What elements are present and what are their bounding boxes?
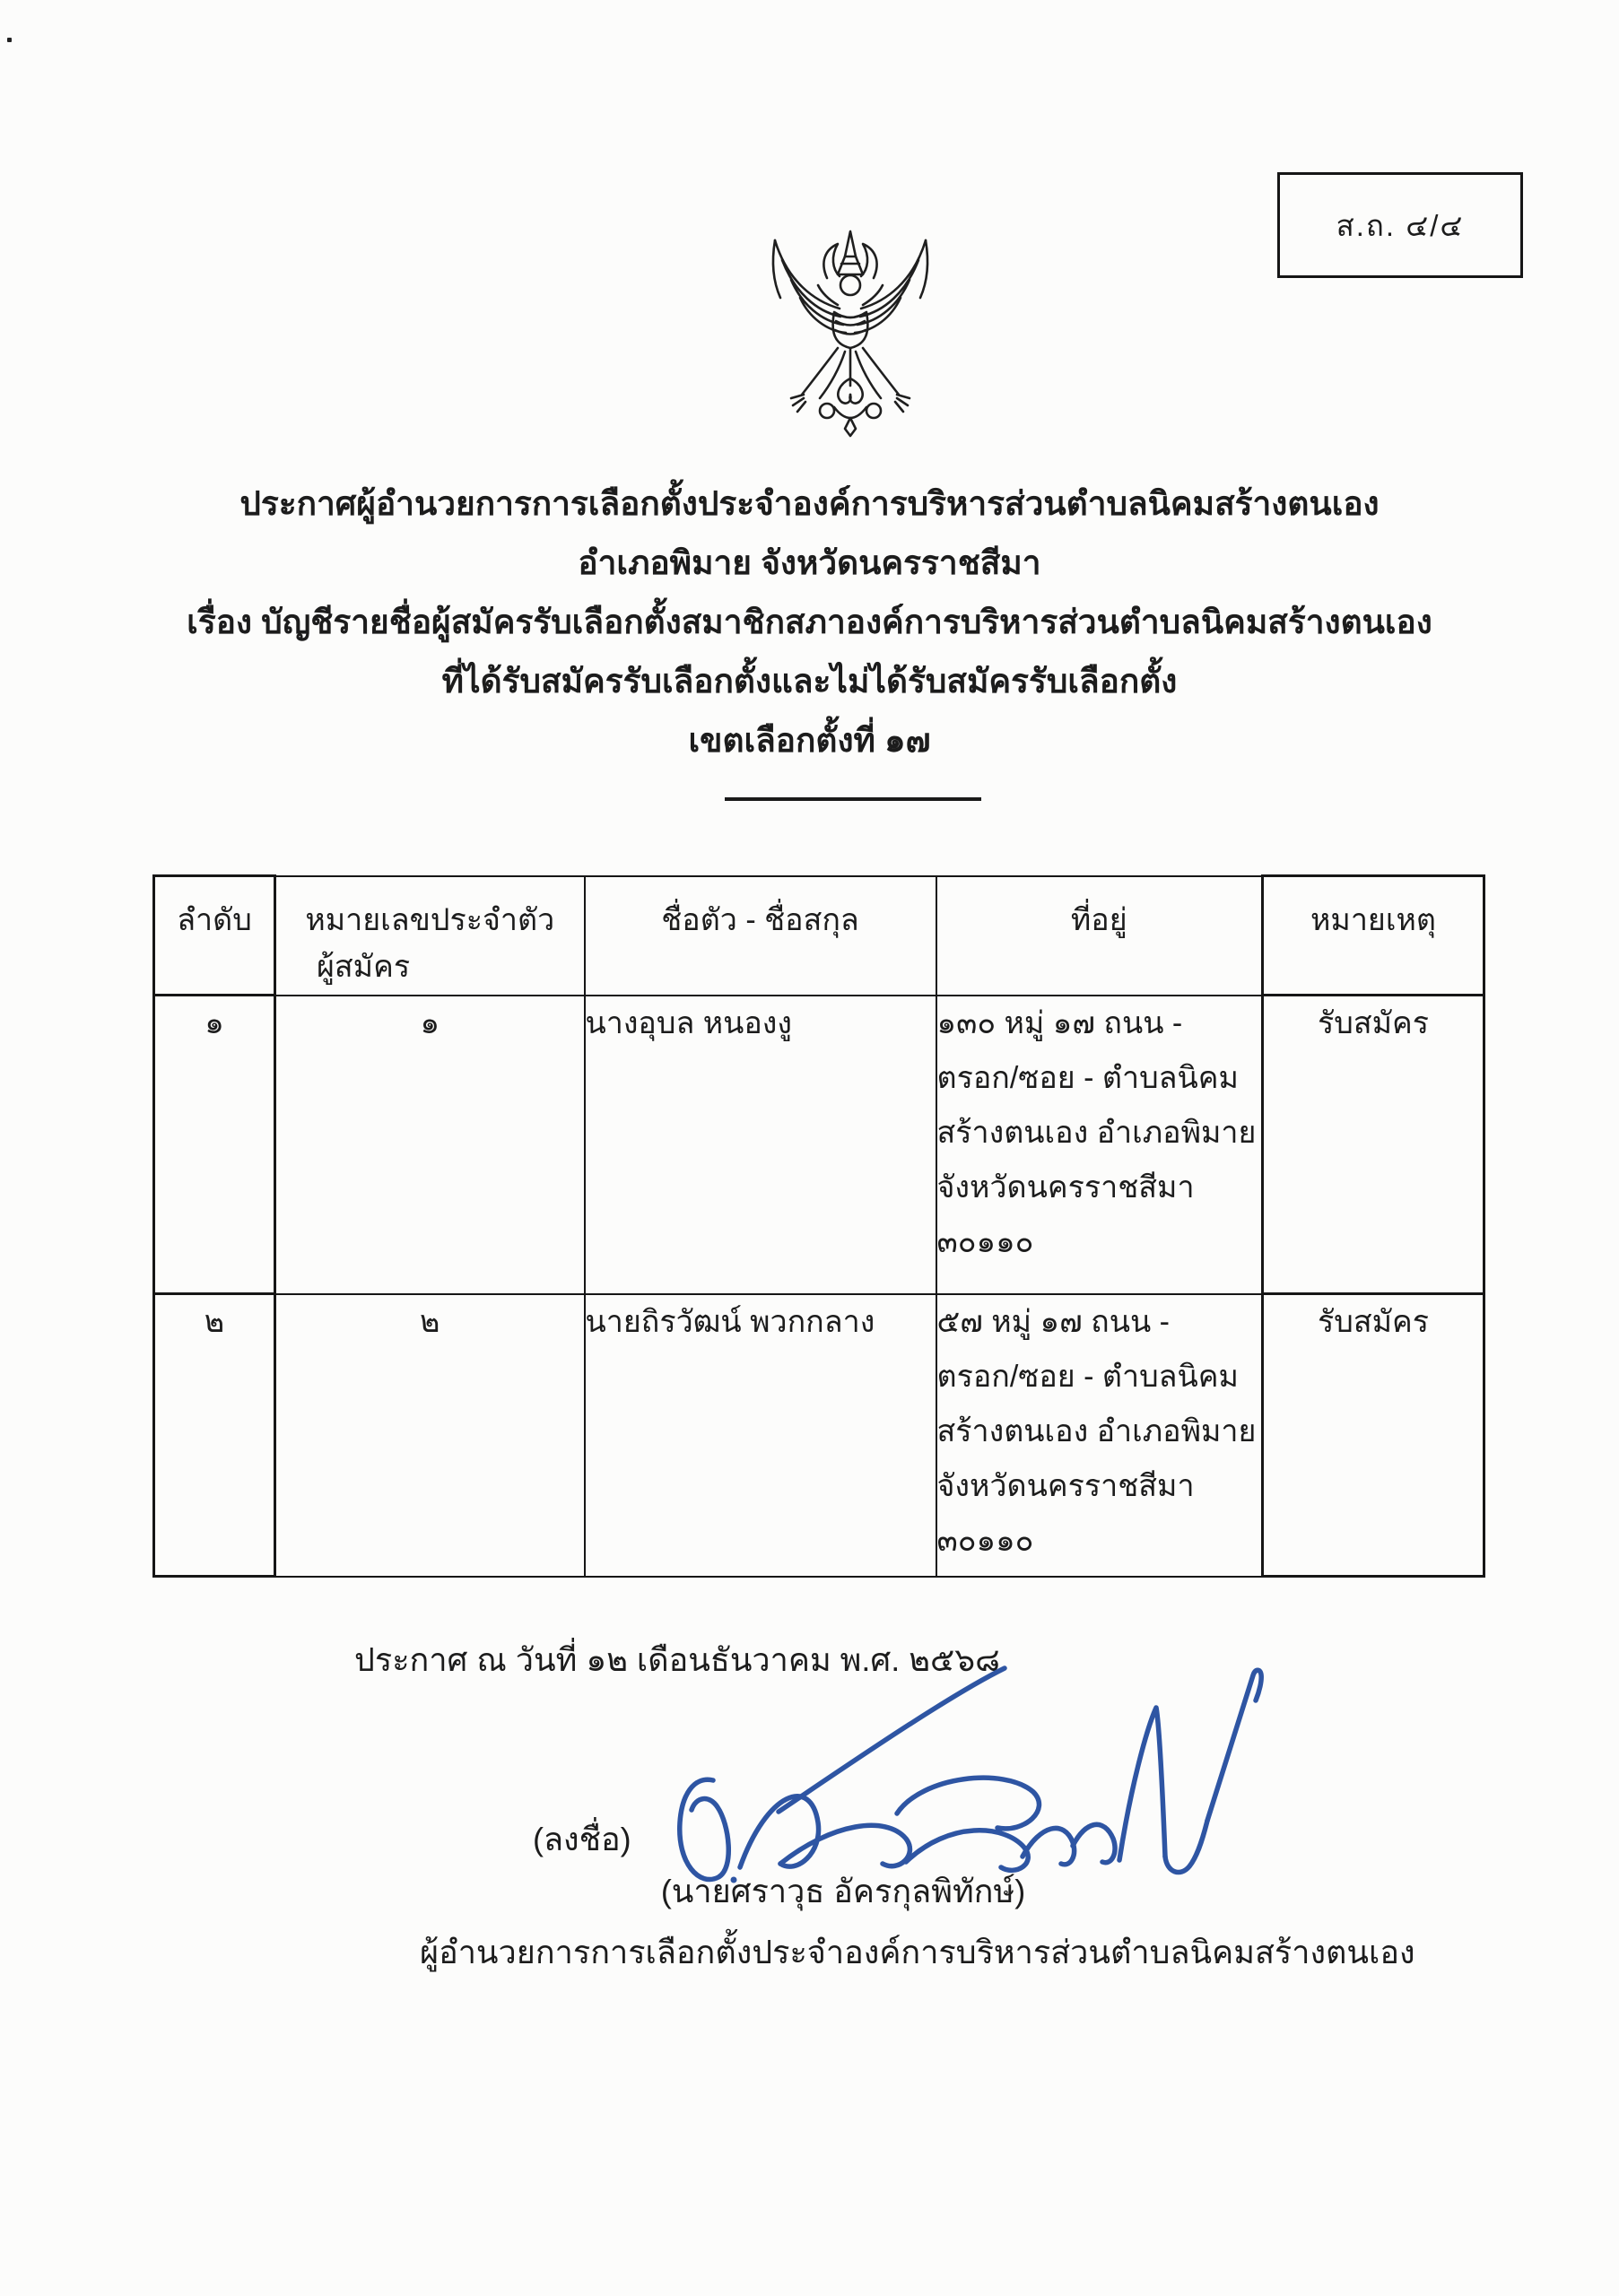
garuda-emblem-icon: [752, 226, 949, 441]
title-line-1: ประกาศผู้อำนวยการการเลือกตั้งประจำองค์การบริหารส่วนตำบลนิคมสร้างตนเอง: [239, 485, 1380, 522]
announcement-date-line: ประกาศ ณ วันที่ ๑๒ เดือนธันวาคม พ.ศ. ๒๕๖๘: [354, 1641, 1000, 1678]
row1-address: ๑๓๐ หมู่ ๑๗ ถนน - ตรอก/ซอย - ตำบลนิคม สร้างตนเอง อำเภอพิมาย จังหวัดนครราชสีมา ๓๐๑๑๐: [936, 996, 1263, 1294]
row1-no: ๑: [154, 996, 275, 1294]
header-name: ชื่อตัว - ชื่อสกุล: [585, 876, 936, 996]
row2-no: ๒: [154, 1294, 275, 1577]
title-line-2: อำเภอพิมาย จังหวัดนครราชสีมา: [578, 544, 1041, 581]
row2-address: ๕๗ หมู่ ๑๗ ถนน - ตรอก/ซอย - ตำบลนิคม สร้างตนเอง อำเภอพิมาย จังหวัดนครราชสีมา ๓๐๑๑๐: [936, 1294, 1263, 1577]
title-divider-line: [725, 797, 981, 801]
form-code: ส.ถ. ๔/๔: [1336, 208, 1465, 242]
candidates-table: [152, 874, 1485, 1578]
table-header-row: [154, 876, 1484, 996]
header-candidate-number: หมายเลขประจำตัว ผู้สมัคร: [275, 876, 585, 996]
row2-remark: รับสมัคร: [1263, 1294, 1484, 1577]
row1-remark: รับสมัคร: [1263, 996, 1484, 1294]
district-line: เขตเลือกตั้งที่ ๑๗: [688, 722, 931, 759]
signer-title: ผู้อำนวยการการเลือกตั้งประจำองค์การบริหารส่วนตำบลนิคมสร้างตนเอง: [420, 1934, 1415, 1970]
table-row: [154, 1294, 1484, 1577]
row2-number: ๒: [275, 1294, 585, 1577]
scan-speck: [7, 38, 12, 42]
header-no: ลำดับ: [154, 876, 275, 996]
header-remark: หมายเหตุ: [1263, 876, 1484, 996]
signer-name: (นายศราวุธ อัครกุลพิทักษ์): [660, 1873, 1026, 1909]
sign-label: (ลงชื่อ): [533, 1821, 631, 1857]
form-code-box: [1277, 172, 1523, 278]
row1-name: นางอุบล หนองงู: [585, 996, 936, 1294]
row2-name: นายถิรวัฒน์ พวกกลาง: [585, 1294, 936, 1577]
row1-number: ๑: [275, 996, 585, 1294]
subject-line-2: ที่ได้รับสมัครรับเลือกตั้งและไม่ได้รับสมัครรับเลือกตั้ง: [441, 663, 1178, 700]
header-address: ที่อยู่: [936, 876, 1263, 996]
table-row: [154, 996, 1484, 1294]
subject-line: เรื่อง บัญชีรายชื่อผู้สมัครรับเลือกตั้งสมาชิกสภาองค์การบริหารส่วนตำบลนิคมสร้างตนเอง: [187, 604, 1432, 640]
